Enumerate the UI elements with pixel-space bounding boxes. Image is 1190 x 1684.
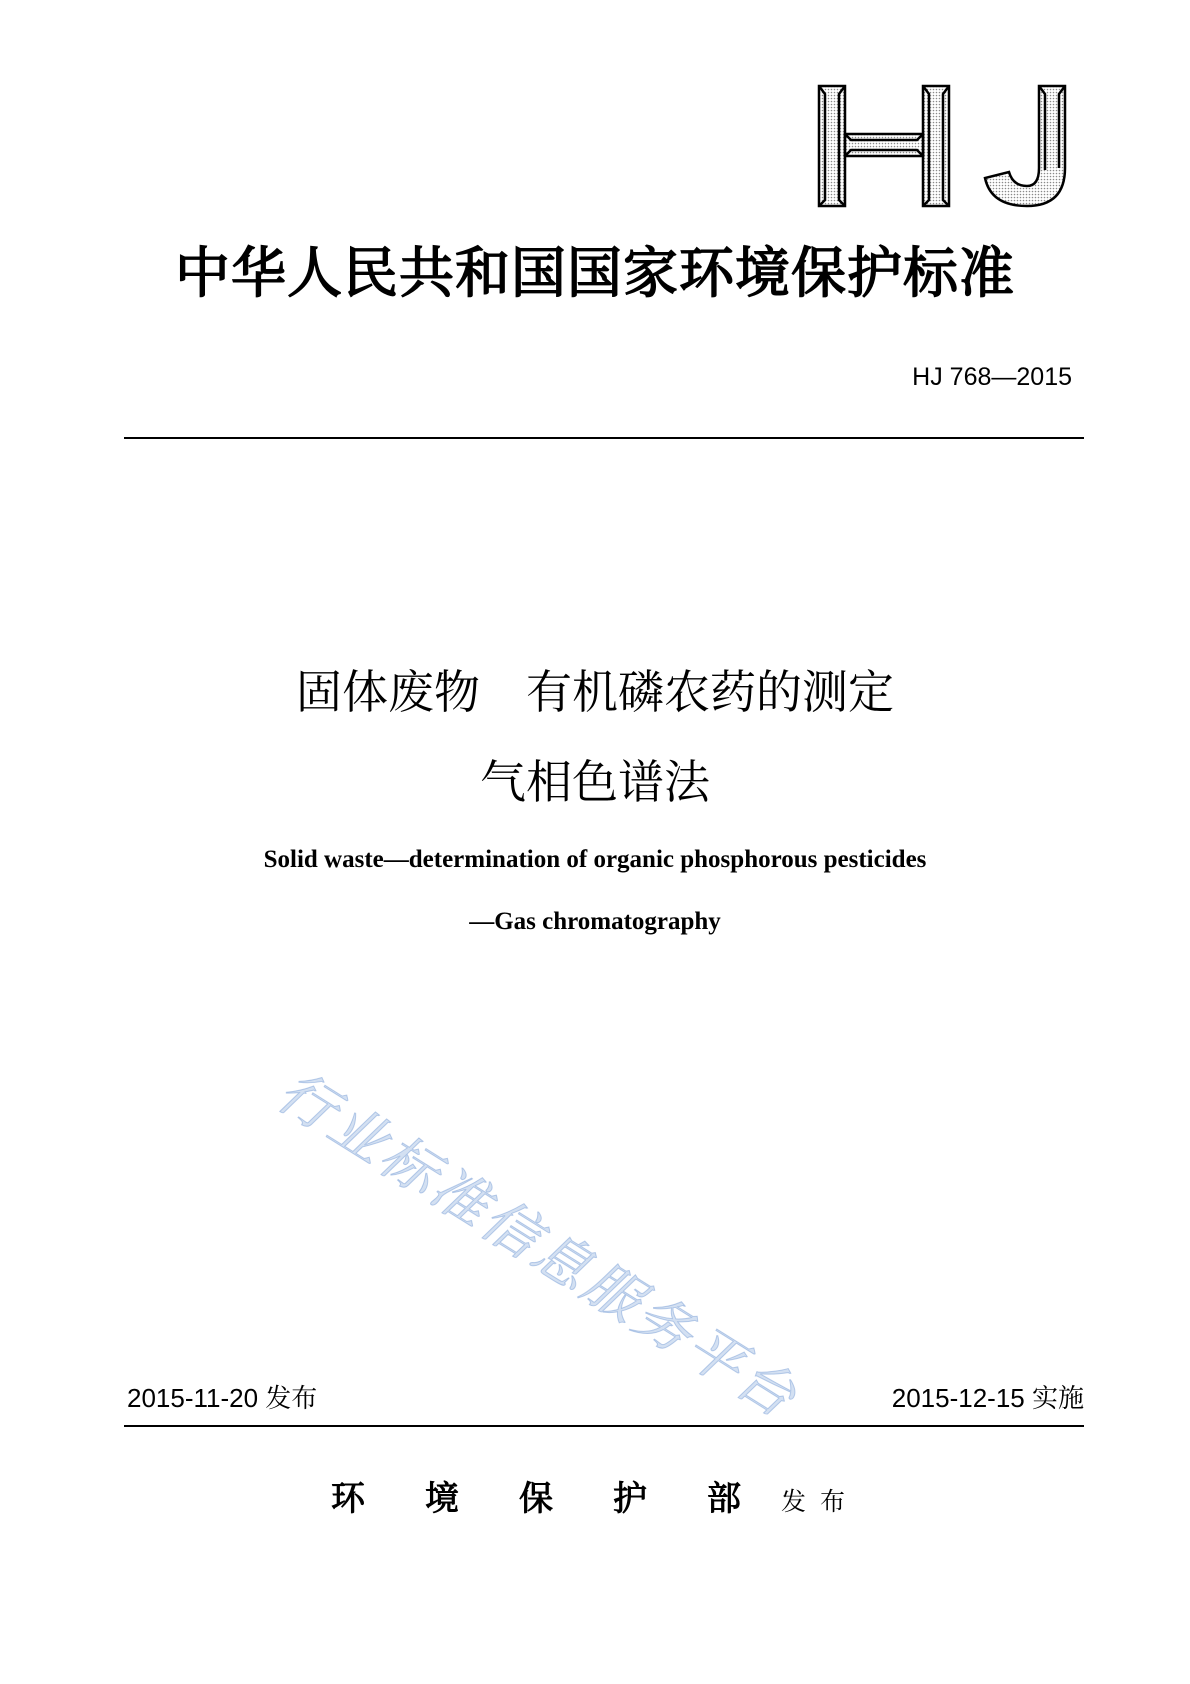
chinese-title-line-2: 气相色谱法 — [480, 755, 710, 809]
hj-logo-text: HJ — [815, 82, 817, 83]
effective-date: 2015-12-15 实施 — [891, 1383, 1084, 1413]
hj-logo — [815, 82, 1075, 210]
top-divider — [124, 437, 1084, 439]
watermark: 行业标准信息服务平台 — [266, 1059, 810, 1433]
standard-code: HJ 768—2015 — [912, 363, 1072, 391]
chinese-title-line-1: 固体废物 有机磷农药的测定 — [296, 665, 894, 719]
issue-date: 2015-11-20 发布 — [127, 1383, 318, 1413]
standard-series-title: 中华人民共和国国家环境保护标准 — [174, 240, 1015, 305]
bottom-divider — [124, 1425, 1084, 1427]
issuer-suffix: 发布 — [780, 1487, 859, 1516]
english-title-line-1: Solid waste—determination of organic phosphorous pesticides — [263, 846, 927, 873]
english-title-line-2: —Gas chromatography — [469, 908, 721, 935]
issuer-line — [0, 1477, 1190, 1527]
issuer-name: 环境保护部 — [330, 1479, 801, 1519]
